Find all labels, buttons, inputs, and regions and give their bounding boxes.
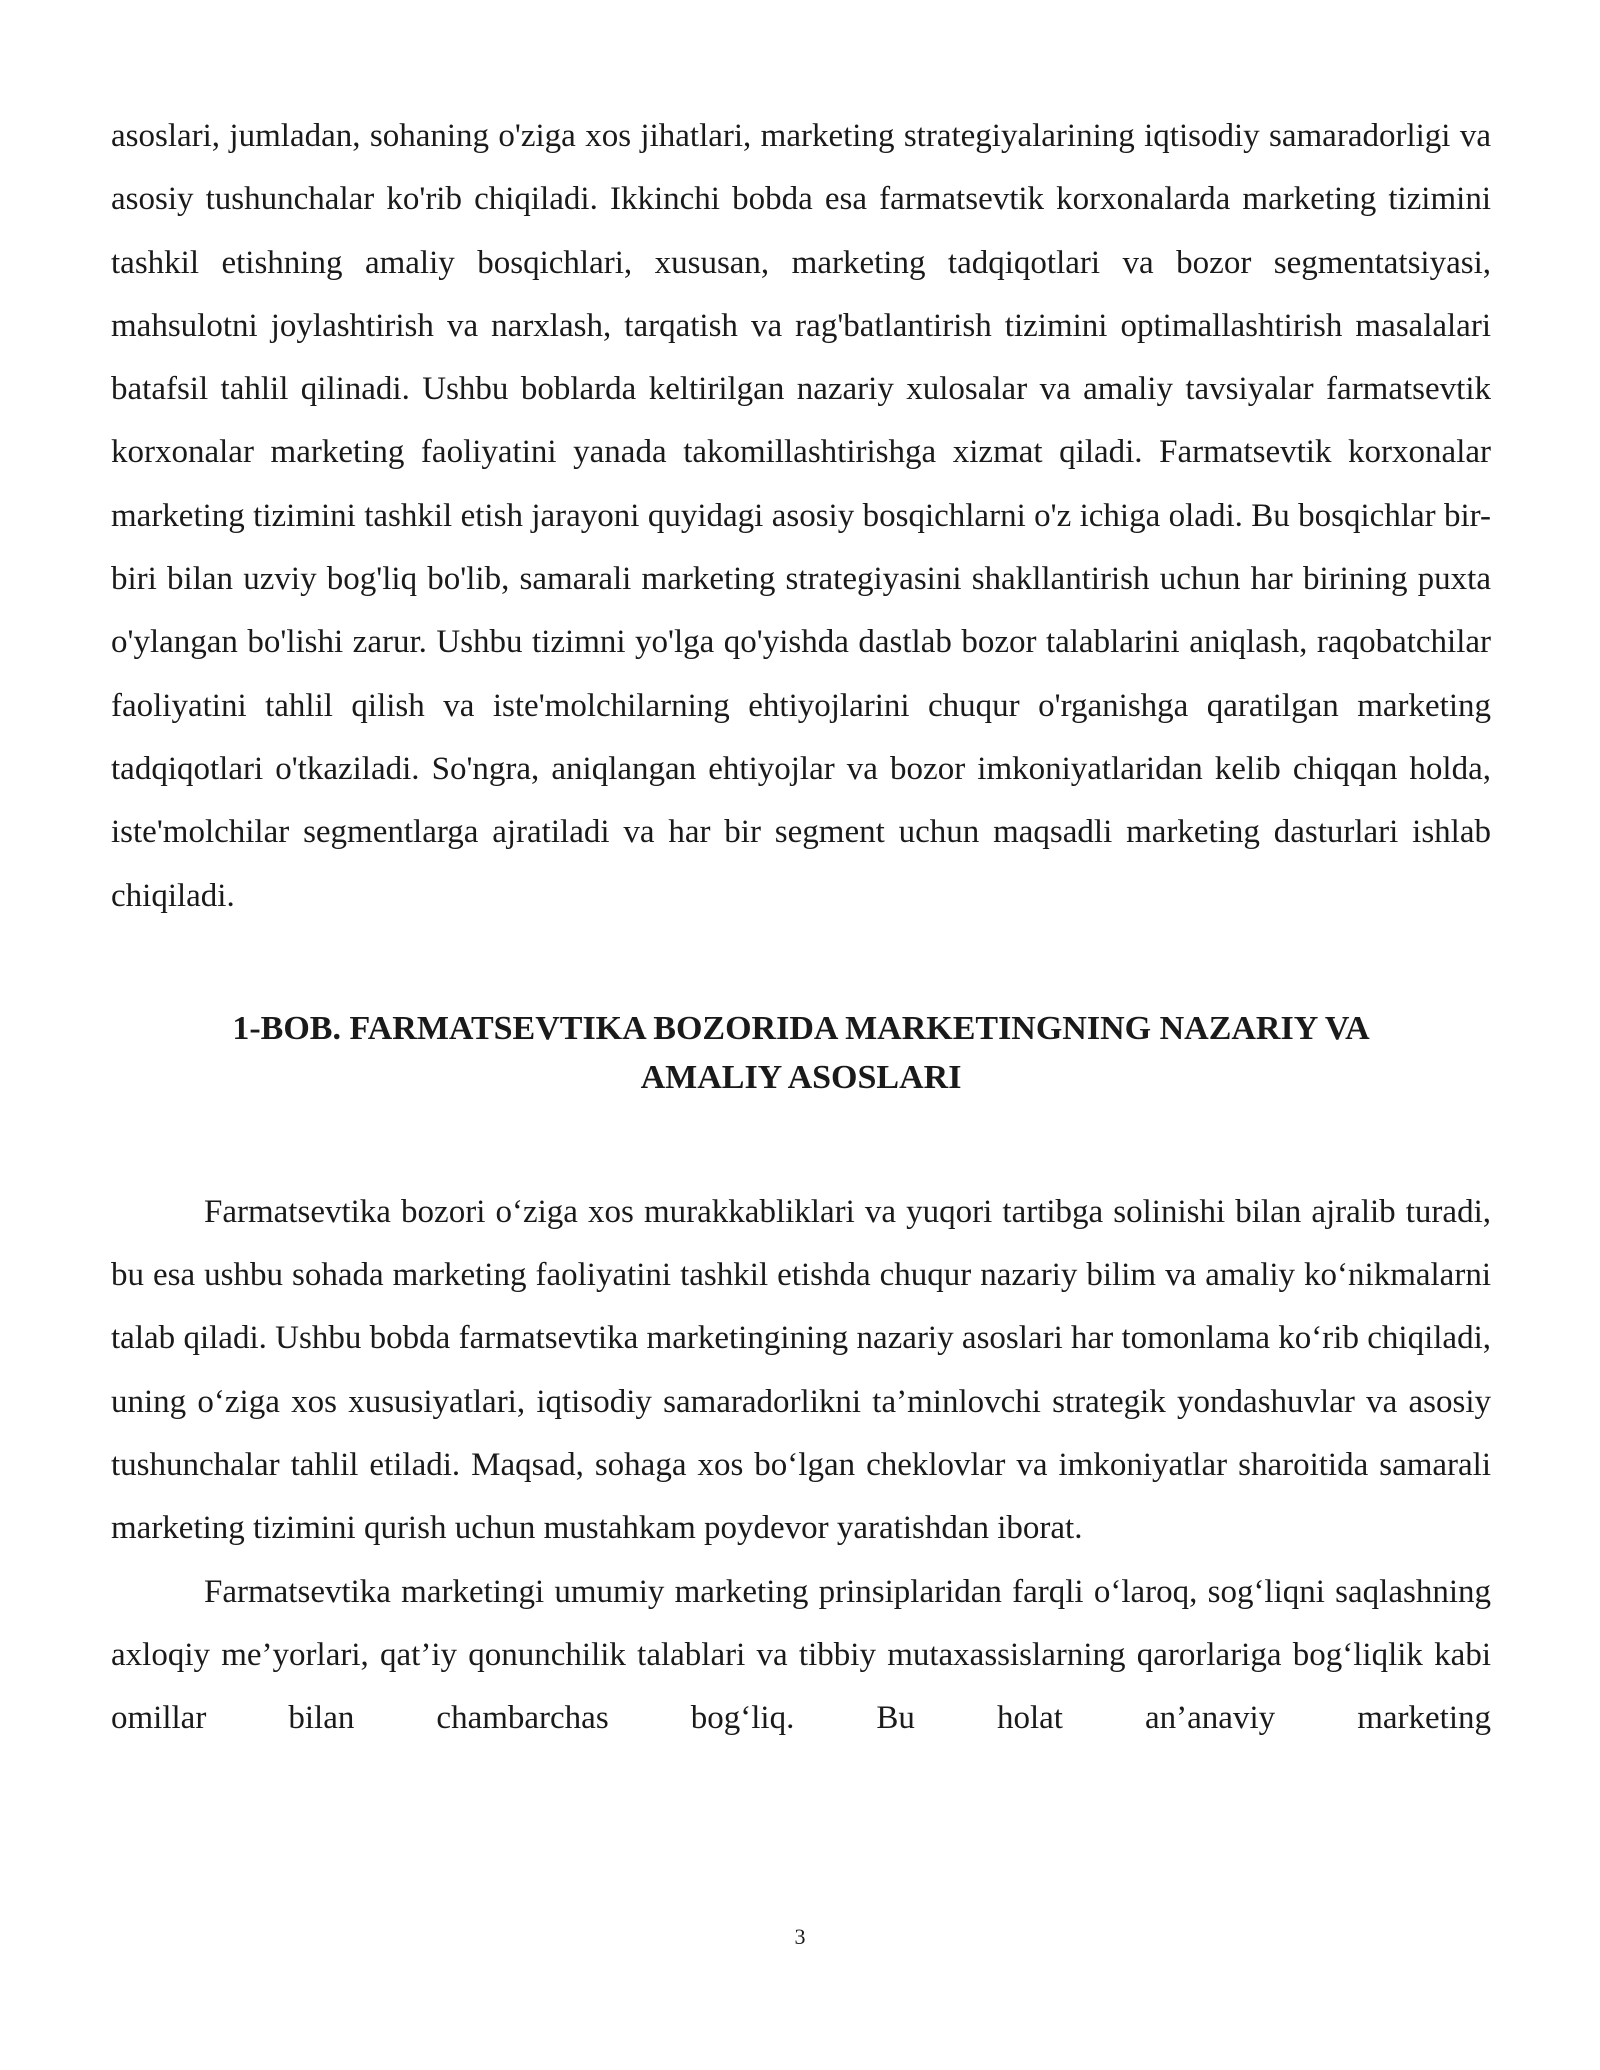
document-page <box>111 105 1491 1751</box>
body-paragraph-2: Farmatsevtika marketingi umumiy marketing prinsiplaridan farqli o‘laroq, sog‘liqni saqlashning axloqiy me’yorlari, qat’iy qonunchilik talablari va tibbiy mutaxassislarning qarorlariga bog‘liqlik kabi omillar bilan chambarchas bog‘liq. Bu holat an’anaviy marketing <box>111 1573 1491 1737</box>
body-paragraph-1: Farmatsevtika bozori o‘ziga xos murakkabliklari va yuqori tartibga solinishi bilan ajralib turadi, bu esa ushbu sohada marketing faoliyatini tashkil etishda chuqur nazariy bilim va amaliy ko‘nikmalarni talab qiladi. Ushbu bobda farmatsevtika marketingining nazariy asoslari har tomonlama ko‘rib chiqiladi, uning o‘ziga xos xususiyatlari, iqtisodiy samaradorlikni ta’minlovchi strategik yondashuvlar va asosiy tushunchalar tahlil etiladi. Maqsad, sohaga xos bo‘lgan cheklovlar va imkoniyatlar sharoitida samarali marketing tizimini qurish uchun mustahkam poydevor yaratishdan iborat. <box>111 1193 1491 1547</box>
intro-paragraph: asoslari, jumladan, sohaning o'ziga xos jihatlari, marketing strategiyalarining iqtisodiy samaradorligi va asosiy tushunchalar ko'rib chiqiladi. Ikkinchi bobda esa farmatsevtik korxonalarda marketing tizimini tashkil etishning amaliy bosqichlari, xususan, marketing tadqiqotlari va bozor segmentatsiyasi, mahsulotni joylashtirish va narxlash, tarqatish va rag'batlantirish tizimini optimallashtirish masalalari batafsil tahlil qilinadi. Ushbu boblarda keltirilgan nazariy xulosalar va amaliy tavsiyalar farmatsevtik korxonalar marketing faoliyatini yanada takomillashtirishga xizmat qiladi. Farmatsevtik korxonalar marketing tizimini tashkil etish jarayoni quyidagi asosiy bosqichlarni o'z ichiga oladi. Bu bosqichlar bir-biri bilan uzviy bog'liq bo'lib, samarali marketing strategiyasini shakllantirish uchun har birining puxta o'ylangan bo'lishi zarur. Ushbu tizimni yo'lga qo'yishda dastlab bozor talablarini aniqlash, raqobatchilar faoliyatini tahlil qilish va iste'molchilarning ehtiyojlarini chuqur o'rganishga qaratilgan marketing tadqiqotlari o'tkaziladi. So'ngra, aniqlangan ehtiyojlar va bozor imkoniyatlaridan kelib chiqqan holda, iste'molchilar segmentlarga ajratiladi va har bir segment uchun maqsadli marketing dasturlari ishlab chiqiladi. <box>111 118 1491 914</box>
page-number: 3 <box>794 1924 806 1949</box>
chapter-heading-line-2: AMALIY ASOSLARI <box>640 1058 962 1096</box>
chapter-heading <box>111 1004 1491 1102</box>
chapter-heading-line-1: 1-BOB. FARMATSEVTIKA BOZORIDA MARKETINGNING NAZARIY VA <box>232 1009 1370 1047</box>
